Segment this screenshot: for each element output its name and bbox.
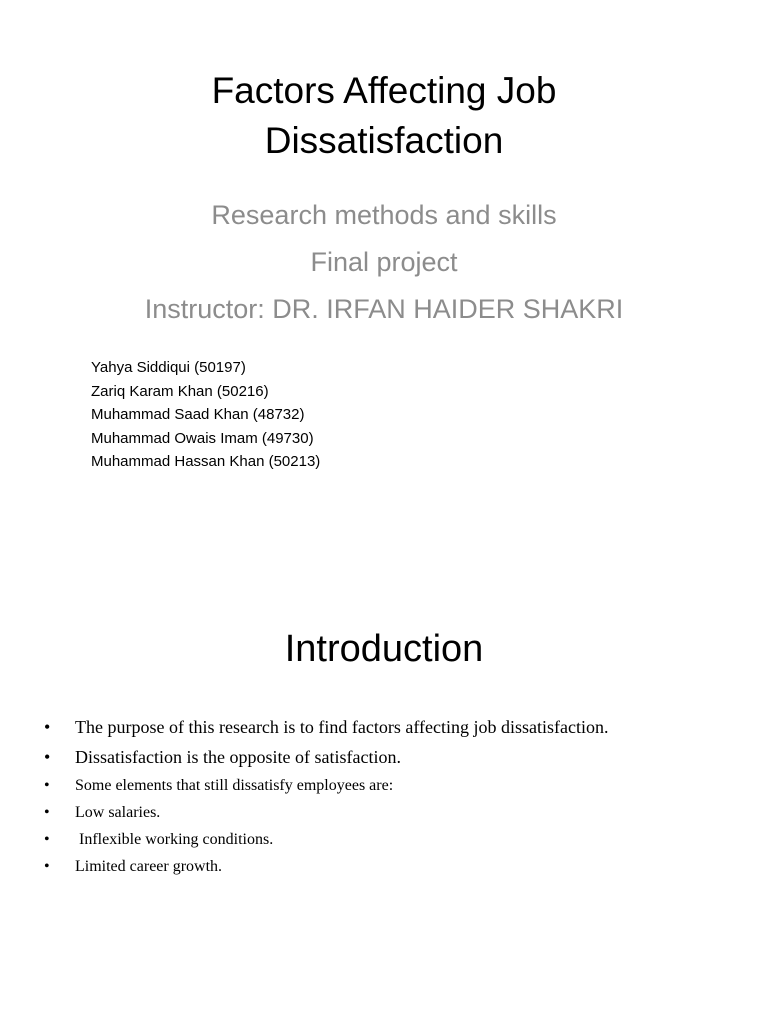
bullet-item [44, 742, 744, 772]
presentation-title [0, 66, 768, 166]
bullet-icon: • [44, 747, 51, 767]
team-member: Muhammad Hassan Khan (50213) [91, 453, 321, 470]
bullet-text: Limited career growth. [75, 858, 223, 875]
team-member: Yahya Siddiqui (50197) [91, 359, 246, 376]
bullet-text: The purpose of this research is to find factors affecting job dissatisfaction. [75, 717, 609, 737]
bullet-icon: • [44, 858, 50, 875]
team-member: Zariq Karam Khan (50216) [91, 382, 269, 400]
title-line-2: Dissatisfaction [264, 120, 504, 161]
subtitle-block [0, 192, 768, 333]
bullet-item [44, 712, 744, 742]
title-slide [0, 0, 768, 500]
bullet-icon: • [44, 777, 50, 794]
bullet-icon: • [44, 831, 50, 848]
team-member: Muhammad Saad Khan (48732) [91, 406, 305, 423]
introduction-slide [0, 512, 768, 1024]
introduction-bullet-list [44, 712, 744, 880]
bullet-item [44, 853, 744, 880]
bullet-text: Inflexible working conditions. [75, 831, 274, 848]
bullet-icon: • [44, 717, 51, 737]
project-label: Final project [310, 247, 458, 277]
instructor-name: Instructor: DR. IRFAN HAIDER SHAKRI [144, 294, 624, 324]
team-members-list [91, 356, 320, 474]
course-name: Research methods and skills [211, 200, 557, 230]
bullet-item [44, 772, 744, 799]
bullet-text: Low salaries. [75, 804, 161, 821]
bullet-item [44, 799, 744, 826]
bullet-text: Dissatisfaction is the opposite of satisfaction. [75, 747, 401, 767]
title-line-1: Factors Affecting Job [211, 70, 557, 111]
introduction-heading: Introduction [284, 628, 484, 670]
bullet-text: Some elements that still dissatisfy employees are: [75, 777, 394, 794]
bullet-item [44, 826, 744, 853]
bullet-icon: • [44, 804, 50, 821]
team-member: Muhammad Owais Imam (49730) [91, 429, 314, 447]
